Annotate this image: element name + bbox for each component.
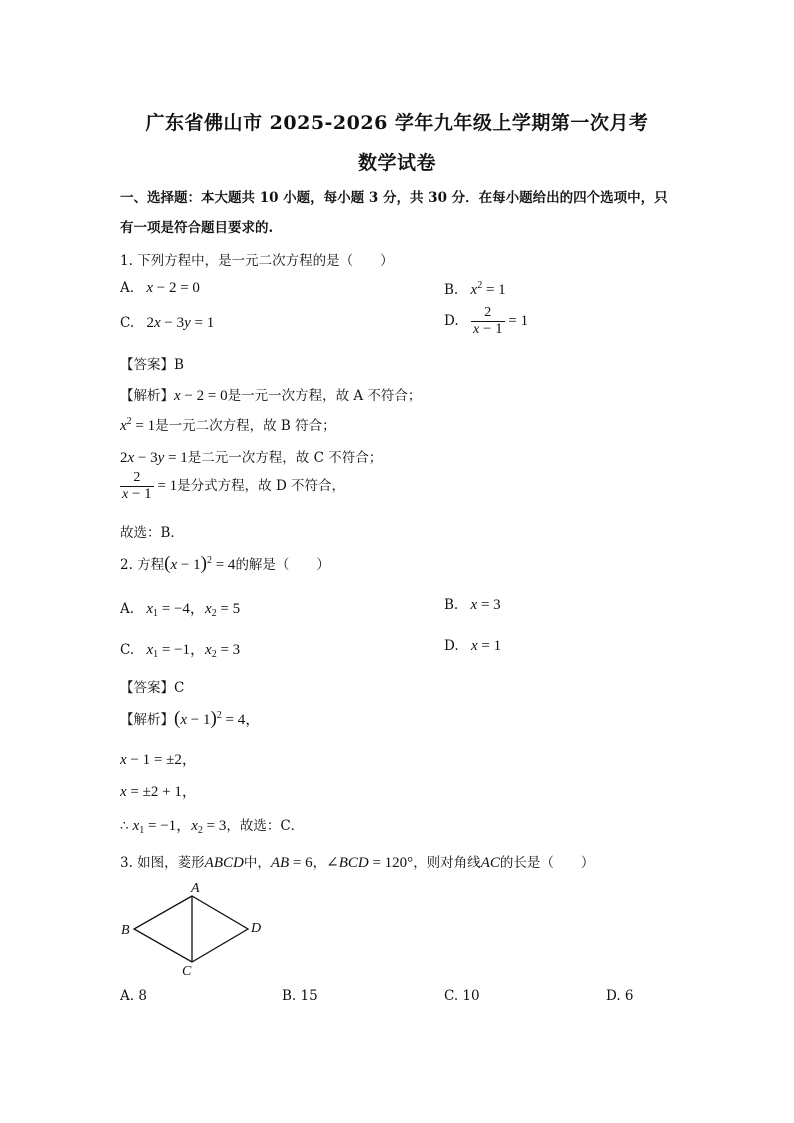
q1-analysis-line2 bbox=[120, 414, 336, 435]
q3-option-c: C. 10 bbox=[444, 988, 480, 1004]
q1-option-c-math: 2x − 3y = 1 bbox=[146, 315, 215, 331]
q1-analysis-text4: 是分式方程，故 D 不符合， bbox=[177, 478, 346, 495]
q1-option-b-label: B. bbox=[444, 282, 459, 298]
q1-answer: 【答案】B bbox=[120, 357, 184, 373]
vertex-label-d: D bbox=[251, 921, 262, 936]
q2-analysis-math1: $(x - 1)^2 = 4$， bbox=[174, 708, 261, 729]
q2-option-a-label: A. bbox=[120, 601, 135, 617]
rhombus-outline bbox=[134, 896, 248, 962]
therefore-symbol: ∴ bbox=[120, 818, 129, 834]
q1-analysis-text1: 是一元一次方程，故 A 不符合； bbox=[227, 388, 422, 404]
q2-analysis-line4 bbox=[120, 814, 304, 836]
q2-analysis-label: 【解析】 bbox=[120, 712, 174, 728]
q1-analysis-math4: $\frac{2}{x - 1}$ = 1 bbox=[122, 470, 178, 502]
q3-rhombus-name: ABCD bbox=[204, 855, 244, 871]
q1-option-a bbox=[120, 280, 200, 297]
q1-analysis-line3 bbox=[120, 446, 382, 467]
q2-option-c bbox=[120, 638, 240, 660]
q1-analysis-line4 bbox=[120, 471, 345, 502]
q1-analysis-math1: x − 2 = 0 bbox=[174, 388, 228, 404]
q3-stem-mid2: ， bbox=[312, 855, 327, 871]
q1-analysis-text3: 是二元一次方程，故 C 不符合； bbox=[187, 450, 383, 466]
q3-angle: ∠BCD = 120° bbox=[326, 855, 414, 871]
q3-diagonal: AC bbox=[480, 855, 500, 871]
vertex-label-c: C bbox=[182, 964, 192, 979]
q1-option-c bbox=[120, 315, 214, 332]
vertex-label-b: B bbox=[121, 923, 130, 938]
q1-option-c-label: C. bbox=[120, 315, 135, 331]
q2-option-b-label: B. bbox=[444, 597, 459, 613]
q2-conclusion: ，故选：C． bbox=[226, 818, 305, 834]
q1-option-d bbox=[444, 306, 528, 337]
q2-option-a-math: $x_1 = -4$，$x_2 = 5$ bbox=[146, 601, 241, 619]
q2-option-d bbox=[444, 638, 501, 655]
q1-option-a-math: x − 2 = 0 bbox=[146, 280, 200, 296]
q2-analysis-math2: x − 1 = ±2， bbox=[120, 752, 197, 768]
rhombus-figure bbox=[110, 876, 280, 980]
q1-option-d-label: D. bbox=[444, 313, 459, 330]
section-heading-line2: 有一项是符合题目要求的. bbox=[120, 220, 274, 236]
q2-analysis-line1 bbox=[120, 708, 260, 730]
vertex-label-a: A bbox=[191, 881, 200, 896]
q1-analysis-math2: $x^2 = 1$ bbox=[120, 416, 156, 434]
q2-option-b-math: x = 3 bbox=[470, 597, 501, 613]
q2-analysis-line2 bbox=[120, 748, 197, 769]
q1-option-b-math: $x^2 = 1$ bbox=[470, 280, 506, 298]
q1-analysis-label: 【解析】 bbox=[120, 388, 174, 404]
q2-stem-pre: 2. 方程 bbox=[120, 557, 165, 573]
q2-option-d-math: x = 1 bbox=[470, 638, 502, 654]
q2-analysis-line3 bbox=[120, 780, 197, 801]
q3-side-length: AB = 6 bbox=[270, 855, 313, 871]
q2-analysis-math3: x = ±2 + 1， bbox=[120, 784, 197, 800]
q3-option-a: A. 8 bbox=[120, 988, 147, 1004]
q1-option-d-math: $\frac{2}{x - 1}$ = 1 bbox=[472, 305, 529, 337]
q2-option-a bbox=[120, 597, 240, 619]
q3-stem-mid1: 中， bbox=[243, 855, 271, 871]
document-subtitle: 数学试卷 bbox=[357, 152, 436, 174]
q1-option-b bbox=[444, 280, 506, 299]
q2-option-b bbox=[444, 597, 501, 614]
q2-stem-math: $(x - 1)^2 = 4$ bbox=[164, 553, 236, 574]
q2-option-d-label: D. bbox=[444, 638, 459, 654]
q2-option-c-label: C. bbox=[120, 642, 135, 658]
q3-stem-end: 的长是（ ） bbox=[499, 855, 595, 871]
q1-conclusion: 故选：B． bbox=[120, 525, 184, 541]
q3-option-d: D. 6 bbox=[606, 988, 634, 1004]
q3-option-b: B. 15 bbox=[282, 988, 318, 1004]
q3-stem-post: ，则对角线 bbox=[413, 855, 481, 871]
q2-option-c-math: $x_1 = -1$，$x_2 = 3$ bbox=[146, 642, 241, 660]
document-title: 广东省佛山市 2025-2026 学年九年级上学期第一次月考 bbox=[145, 112, 649, 134]
q2-stem bbox=[120, 553, 330, 575]
q2-analysis-math4: $x_1 = -1$，$x_2 = 3$ bbox=[132, 818, 227, 836]
q2-stem-post: 的解是（ ） bbox=[235, 557, 330, 573]
q3-stem-pre: 3. 如图，菱形 bbox=[120, 855, 205, 871]
q2-answer: 【答案】C bbox=[120, 680, 185, 696]
q1-analysis-math3: 2x − 3y = 1 bbox=[120, 450, 188, 466]
q1-analysis-line1 bbox=[120, 384, 421, 405]
q1-analysis-text2: 是一元二次方程，故 B 符合； bbox=[155, 418, 336, 434]
section-heading-line1: 一、选择题：本大题共 10 小题，每小题 3 分，共 30 分．在每小题给出的四个选项中，只 bbox=[120, 190, 668, 206]
q1-stem: 1. 下列方程中，是一元二次方程的是（ ） bbox=[120, 253, 394, 269]
q1-option-a-label: A. bbox=[120, 280, 135, 296]
q3-stem bbox=[120, 851, 594, 872]
